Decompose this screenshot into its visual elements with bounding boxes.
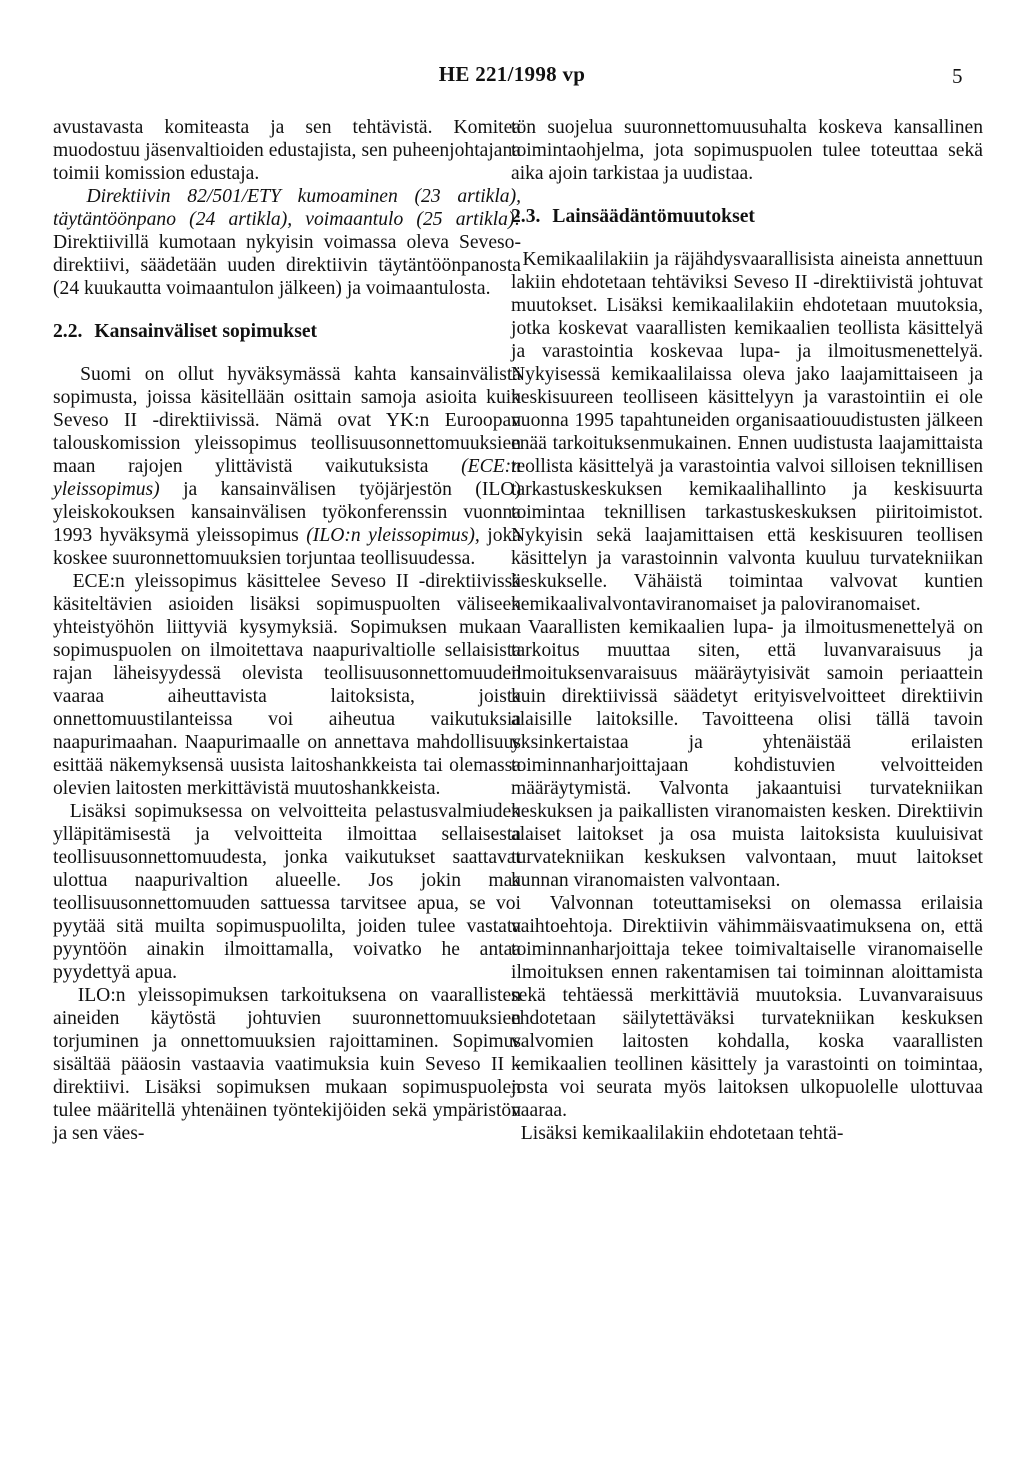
paragraph: tön suojelua suuronnettomuusuhalta koskeva kansallinen toimintaohjelma, jota sopimuspuolen tulee toteuttaa sekä aika ajoin tarkistaa ja uudistaa. (511, 117, 983, 184)
paragraph (53, 363, 521, 570)
paragraph (511, 248, 983, 616)
paragraph-text: ja kansainvälisen työjärjestön (ILO) yleiskokouksen kansainvälisen työkonferenssin vuonna 1993 hyväksymä yleissopimus (53, 479, 521, 546)
section-title: Kansainväliset sopimukset (94, 321, 318, 342)
paragraph-text: ECE:n yleissopimus käsittelee Seveso II -direktiivissä käsiteltävien asioiden lisäksi sopimuspuolten väliseen yhteistyöhön liittyviä kysymyksiä. Sopimuksen mukaan sopimuspuolen on ilmoitettava naapurivaltiolle sellaisista rajan läheisyydessä olevista teollisuusonnettomuuden vaaraa aiheuttavista laitoksista, joista onnettomuustilanteissa voi aiheutua vaikutuksia naapurimaahan. Naapurimaalle on annettava mahdollisuus esittää näkemyksensä uusista laitoshankkeista tai olemassa olevien laitosten merkittävistä muutoshankkeista. (53, 571, 521, 799)
paragraph (53, 984, 521, 1145)
paragraph-text: Suomi on ollut hyväksymässä kahta kansainvälistä sopimusta, joissa käsitellään osittain samoja asioita kuin Seveso II -direktiivissä. Nämä ovat YK:n Euroopan talouskomission yleissopimus teollisuusonnettomuuksien maan rajojen ylittävistä vaikutuksista (53, 364, 522, 477)
paragraph-text: Lisäksi kemikaalilakiin ehdotetaan tehtä- (520, 1123, 844, 1144)
paragraph (53, 570, 521, 800)
paragraph-text: Valvonnan toteuttamiseksi on olemassa erilaisia vaihtoehtoja. Direktiivin vähimmäisvaatimuksena on, että toiminnanharjoittaja tekee toimivaltaiselle viranomaiselle ilmoituksen ennen rakentamisen tai toiminnan aloittamista sekä tehtäessä merkittäviä muutoksia. Luvanvaraisuus ehdotetaan säilytettäväksi turvatekniikan keskuksen valvomien laitosten kohdalla, koska vaarallisten kemikaalien teollinen käsittely ja varastointi on toimintaa, josta voi seurata myös laitoksen ulkopuolelle ulottuvaa vaaraa. (511, 893, 983, 1121)
paragraph-text: joka koskee suuronnettomuuksien torjuntaa teollisuudessa. (53, 525, 521, 569)
paragraph (511, 1122, 983, 1145)
document-reference-title: HE 221/1998 vp (438, 62, 586, 86)
section-heading (511, 205, 983, 228)
paragraph (53, 185, 521, 300)
italic-lead: Direktiivin 82/501/ETY kumoaminen (23 artikla), täytäntöönpano (24 artikla), voimaantulo (25 artikla): (53, 186, 522, 230)
paragraph-text: ILO:n yleissopimuksen tarkoituksena on vaarallisten aineiden käytöstä johtuvien suuronnettomuuksien torjuminen ja onnettomuuksien rajoittaminen. Sopimus sisältää pääosin vastaavia vaatimuksia kuin Seveso II -direktiivi. Lisäksi sopimuksen mukaan sopimuspuolen tulee määritellä yhtenäinen työntekijöiden sekä ympäristön ja sen väes- (53, 985, 522, 1144)
section-number: 2.3. (511, 206, 541, 227)
paragraph (53, 800, 521, 984)
section-title: Lainsäädäntömuutokset (552, 206, 755, 227)
paragraph-text: Lisäksi sopimuksessa on velvoitteita pelastusvalmiuden ylläpitämisestä ja velvoitteita ilmoittaa sellaisesta teollisuusonnettomuudesta, jonka vaikutukset saattavat ulottua naapurivaltion alueelle. Jos jokin maa teollisuusonnettomuuden sattuessa tarvitsee apua, se voi pyytää sitä muilta sopimuspuolilta, joiden tulee vastata pyyntöön ainakin ilmoittamalla, voivatko he antaa pyydettyä apua. (53, 801, 521, 983)
paragraph (511, 616, 983, 892)
italic-term: (ILO:n yleissopimus), (306, 525, 480, 546)
paragraph-text: Vaarallisten kemikaalien lupa- ja ilmoitusmenettelyä on tarkoitus muuttaa siten, että luvanvaraisuus ja ilmoituksenvaraisuus määräytyisivät samoin periaattein kuin direktiivissä säädetyt erityisvelvoitteet direktiivin alaisille laitoksille. Tavoitteena olisi tällä tavoin yksinkertaistaa ja yhtenäistää erilaisten toiminnanharjoittajaan kohdistuvien velvoitteiden määräytymistä. Valvonta jakaantuisi turvatekniikan keskuksen ja paikallisten viranomaisten kesken. Direktiivin alaiset laitokset ja osa muista laitoksista kuuluisivat turvatekniikan keskuksen valvontaan, muut laitokset kunnan viranomaisten valvontaan. (511, 617, 983, 891)
paragraph (511, 892, 983, 1122)
left-column (53, 116, 521, 1145)
italic-term: (ECE:n yleissopimus) (53, 456, 521, 500)
page-number: 5 (952, 64, 963, 88)
paragraph-text: Direktiivillä kumotaan nykyisin voimassa oleva Seveso-direktiivi, säädetään uuden direktiivin täytäntöönpanosta (24 kuukautta voimaantulon jälkeen) ja voimaantulosta. (53, 232, 521, 299)
section-heading (53, 320, 521, 343)
paragraph-text: Kemikaalilakiin ja räjähdysvaarallisista aineista annettuun lakiin ehdotetaan tehtäviksi Seveso II -direktiivistä johtuvat muutokset. Lisäksi kemikaalilakiin ehdotetaan muutoksia, jotka koskevat vaarallisten kemikaalien teollista käsittelyä ja varastointia koskevaa lupa- ja ilmoitusmenettelyä. Nykyisessä kemikaalilaissa oleva jako laajamittaiseen ja keskisuureen teolliseen käsittelyyn ja varastointiin ei ole vuonna 1995 tapahtuneiden organisaatiouudistusten jälkeen enää tarkoituksenmukainen. Ennen uudistusta laajamittaista teollista käsittelyä ja varastointia valvoi silloisen teknillisen tarkastuskeskuksen kemikaalihallinto ja keskisuurta toimintaa teknillisen tarkastuskeskuksen piiritoimistot. Nykyisin sekä laajamittaisen että keskisuuren teollisen käsittelyn ja varastoinnin valvonta kuuluu turvatekniikan keskukselle. Vähäistä toimintaa valvovat kuntien kemikaalivalvontaviranomaiset ja paloviranomaiset. (511, 249, 984, 615)
paragraph: avustavasta komiteasta ja sen tehtävistä. Komitea muodostuu jäsenvaltioiden edustajista, sen puheenjohtajana toimii komission edustaja. (53, 117, 521, 184)
section-number: 2.2. (53, 321, 83, 342)
right-column (511, 116, 983, 1145)
